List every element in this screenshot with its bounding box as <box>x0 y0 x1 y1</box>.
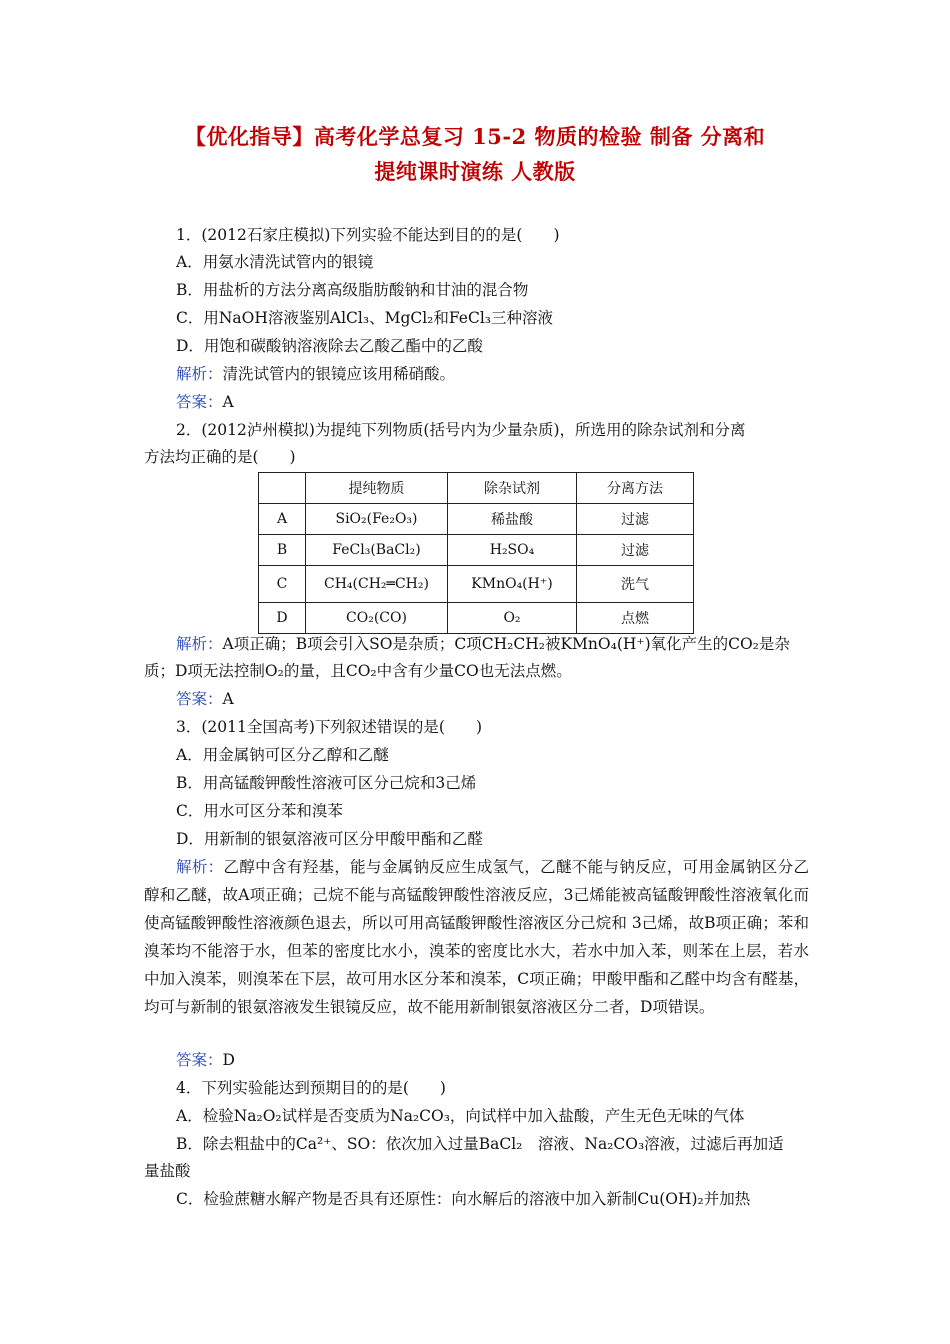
answer-label: 答案： <box>176 1051 223 1069</box>
table-cell: CO₂(CO) <box>306 603 448 634</box>
document-title-line1: 【优化指导】高考化学总复习 15-2 物质的检验 制备 分离和 <box>184 124 766 149</box>
q1-answer <box>176 392 234 412</box>
table-cell: O₂ <box>448 603 577 634</box>
q2-stem-line1: 2．(2012泸州模拟)为提纯下列物质(括号内为少量杂质)，所选用的除杂试剂和分离 <box>176 421 746 439</box>
q1-analysis <box>176 364 455 384</box>
analysis-text: 清洗试管内的银镜应该用稀硝酸。 <box>222 365 456 383</box>
q1-option-d: D．用饱和碳酸钠溶液除去乙酸乙酯中的乙酸 <box>176 337 483 355</box>
table-row <box>259 603 694 634</box>
table-header-row <box>259 473 694 504</box>
q4-option-b-line1: B．除去粗盐中的Ca²⁺、SO：依次加入过量BaCl₂ 溶液、Na₂CO₃溶液，过滤后再加适 <box>176 1135 784 1153</box>
table-cell: H₂SO₄ <box>448 535 577 566</box>
document-title-line2: 提纯课时演练 人教版 <box>374 159 576 184</box>
table-cell: SiO₂(Fe₂O₃) <box>306 504 448 535</box>
analysis-label: 解析： <box>176 858 224 876</box>
table-cell: 过滤 <box>577 535 694 566</box>
table-cell: 稀盐酸 <box>448 504 577 535</box>
q4-option-a: A．检验Na₂O₂试样是否变质为Na₂CO₃，向试样中加入盐酸，产生无色无味的气体 <box>176 1107 745 1125</box>
table-header-cell: 提纯物质 <box>306 473 448 504</box>
table-cell: KMnO₄(H⁺) <box>448 566 577 603</box>
analysis-label: 解析： <box>176 365 223 383</box>
answer-label: 答案： <box>176 690 223 708</box>
table-cell: 过滤 <box>577 504 694 535</box>
q3-answer <box>176 1050 235 1070</box>
table-row <box>259 535 694 566</box>
q3-option-d: D．用新制的银氨溶液可区分甲酸甲酯和乙醛 <box>176 830 483 848</box>
table-cell: 点燃 <box>577 603 694 634</box>
q2-analysis-line1 <box>176 634 790 654</box>
analysis-label: 解析： <box>176 635 223 653</box>
table-row <box>259 566 694 603</box>
table-row <box>259 504 694 535</box>
q2-stem-line2: 方法均正确的是( ) <box>144 448 296 466</box>
analysis-text: 乙醇中含有羟基，能与金属钠反应生成氢气，乙醚不能与钠反应，可用金属钠区分乙醇和乙醚，故A项正确；己烷不能与高锰酸钾酸性溶液反应，3己烯能被高锰酸钾酸性溶液氧化而使高锰酸钾酸性溶液颜色退去，所以可用高锰酸钾酸性溶液区分己烷和 3己烯，故B项正确；苯和溴苯均不能溶于水，但苯的密度比水小，溴苯的密度比水大，若水中加入苯，则苯在上层，若水中加入溴苯，则溴苯在下层，故可用水区分苯和溴苯，C项正确；甲酸甲酯和乙醛中均含有醛基，均可与新制的银氨溶液发生银镜反应，故不能用新制银氨溶液区分二者，D项错误。 <box>144 858 809 1016</box>
q1-option-b: B．用盐析的方法分离高级脂肪酸钠和甘油的混合物 <box>176 281 529 299</box>
q4-option-b-line2: 量盐酸 <box>144 1162 191 1180</box>
table-header-cell: 除杂试剂 <box>448 473 577 504</box>
table-header-cell: 分离方法 <box>577 473 694 504</box>
answer-label: 答案： <box>176 393 223 411</box>
table-cell: C <box>259 566 306 603</box>
table-cell: 洗气 <box>577 566 694 603</box>
table-cell: A <box>259 504 306 535</box>
q3-option-c: C．用水可区分苯和溴苯 <box>176 802 343 820</box>
q1-option-a: A．用氨水清洗试管内的银镜 <box>176 253 374 271</box>
q3-analysis <box>144 853 809 1021</box>
q2-answer <box>176 689 234 709</box>
answer-value: A <box>222 690 234 708</box>
q2-analysis-line2: 质；D项无法控制O₂的量，且CO₂中含有少量CO也无法点燃。 <box>144 662 572 680</box>
table-cell: CH₄(CH₂═CH₂) <box>306 566 448 603</box>
q3-option-a: A．用金属钠可区分乙醇和乙醚 <box>176 746 389 764</box>
q4-option-c: C．检验蔗糖水解产物是否具有还原性：向水解后的溶液中加入新制Cu(OH)₂并加热 <box>176 1190 751 1208</box>
q1-stem: 1．(2012石家庄模拟)下列实验不能达到目的的是( ) <box>176 226 560 244</box>
q3-option-b: B．用高锰酸钾酸性溶液可区分己烷和3己烯 <box>176 774 477 792</box>
answer-value: A <box>222 393 234 411</box>
table-cell: FeCl₃(BaCl₂) <box>306 535 448 566</box>
q4-stem: 4．下列实验能达到预期目的的是( ) <box>176 1079 446 1097</box>
q1-option-c: C．用NaOH溶液鉴别AlCl₃、MgCl₂和FeCl₃三种溶液 <box>176 309 554 327</box>
answer-value: D <box>222 1051 235 1069</box>
analysis-text: A项正确；B项会引入SO是杂质；C项CH₂CH₂被KMnO₄(H⁺)氧化产生的CO₂是杂 <box>222 635 790 653</box>
table-cell: D <box>259 603 306 634</box>
q3-stem: 3．(2011全国高考)下列叙述错误的是( ) <box>176 718 482 736</box>
table-cell: B <box>259 535 306 566</box>
table-header-cell <box>259 473 306 504</box>
purification-table <box>258 472 694 634</box>
